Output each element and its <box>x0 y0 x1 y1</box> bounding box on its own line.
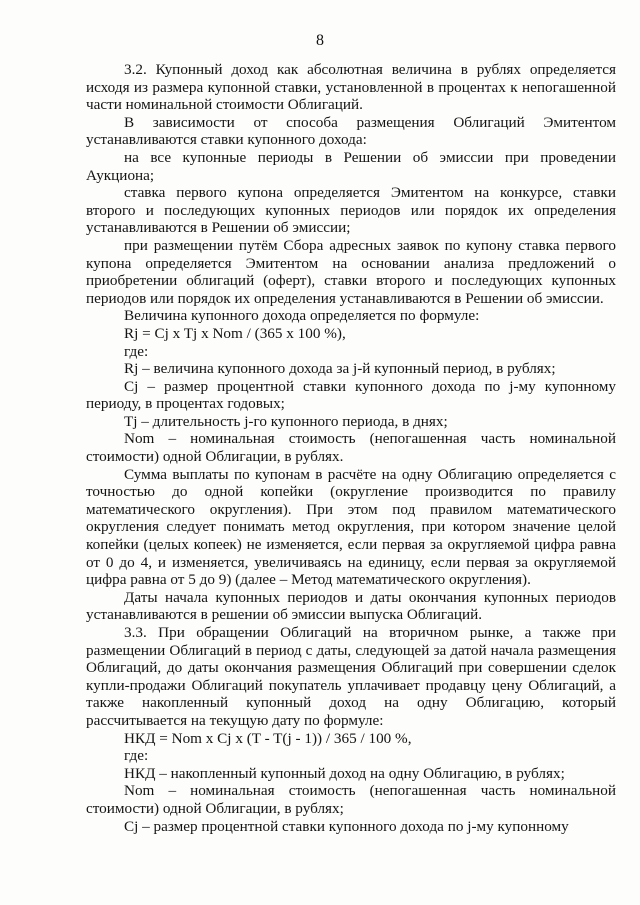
definition-rj: Rj – величина купонного дохода за j-й купонный период, в рублях; <box>124 360 556 378</box>
document-body <box>86 61 616 835</box>
paragraph-contest: ставка первого купона определяется Эмитентом на конкурсе, ставки второго и последующих купонных периодов или порядок их определения устанавливаются в Решении об эмиссии; <box>86 184 616 237</box>
paragraph-coupon-dates: Даты начала купонных периодов и даты окончания купонных периодов устанавливаются в решении об эмиссии выпуска Облигаций. <box>86 588 616 624</box>
paragraph-3-2: 3.2. Купонный доход как абсолютная величина в рублях определяется исходя из размера купонной ставки, установленной в процентах к непогашенной части номинальной стоимости Облигаций. <box>86 61 616 114</box>
definition-cj-2: Cj – размер процентной ставки купонного дохода по j-му купонному <box>124 817 569 835</box>
paragraph-placement-methods: В зависимости от способа размещения Облигаций Эмитентом устанавливаются ставки купонного дохода: <box>86 113 616 149</box>
paragraph-formula-intro: Величина купонного дохода определяется по формуле: <box>124 307 480 325</box>
where-label: где: <box>124 342 149 360</box>
definition-nom-2: Nom – номинальная стоимость (непогашенная часть номинальной стоимости) одной Облигации, в рублях; <box>86 782 616 817</box>
accrued-interest-formula: НКД = Nom x Cj x (T - T(j - 1)) / 365 / 100 %, <box>124 729 412 747</box>
coupon-formula: Rj = Cj x Tj x Nom / (365 x 100 %), <box>124 324 346 342</box>
definition-tj: Tj – длительность j-го купонного периода, в днях; <box>124 412 448 430</box>
definition-nkd: НКД – накопленный купонный доход на одну Облигацию, в рублях; <box>124 764 565 782</box>
paragraph-auction: на все купонные периоды в Решении об эмиссии при проведении Аукциона; <box>86 148 616 184</box>
definition-cj: Cj – размер процентной ставки купонного дохода по j-му купонному периоду, в процентах годовых; <box>86 377 616 413</box>
page-number: 8 <box>316 32 324 49</box>
paragraph-rounding: Сумма выплаты по купонам в расчёте на одну Облигацию определяется с точностью до одной копейки (округление производится по правилу математического округления). При этом под правилом математического округления следует понимать метод округления, при котором значение целой копейки (целых копеек) не изменяется, если первая за округляемой цифра равна от 0 до 4, и изменяется, увеличиваясь на единицу, если первая за округляемой цифра равна от 5 до 9) (далее – Метод математического округления). <box>86 465 616 589</box>
definition-nom: Nom – номинальная стоимость (непогашенная часть номинальной стоимости) одной Облигации, в рублях. <box>86 430 616 466</box>
where-label-2: где: <box>124 747 149 765</box>
paragraph-3-3: 3.3. При обращении Облигаций на вторичном рынке, а также при размещении Облигаций в период с даты, следующей за датой начала размещения Облигаций, до даты окончания размещения Облигаций при совершении сделок купли-продажи Облигаций покупатель уплачивает продавцу цену Облигаций, а также накопленный купонный доход на одну Облигацию, который рассчитывается на текущую дату по формуле: <box>86 624 616 729</box>
paragraph-bookbuilding: при размещении путём Сбора адресных заявок по купону ставка первого купона определяется Эмитентом на основании анализа предложений о приобретении облигаций (оферт), ставки второго и последующих купонных периодов или порядок их определения устанавливаются в Решении об эмиссии. <box>86 236 616 307</box>
